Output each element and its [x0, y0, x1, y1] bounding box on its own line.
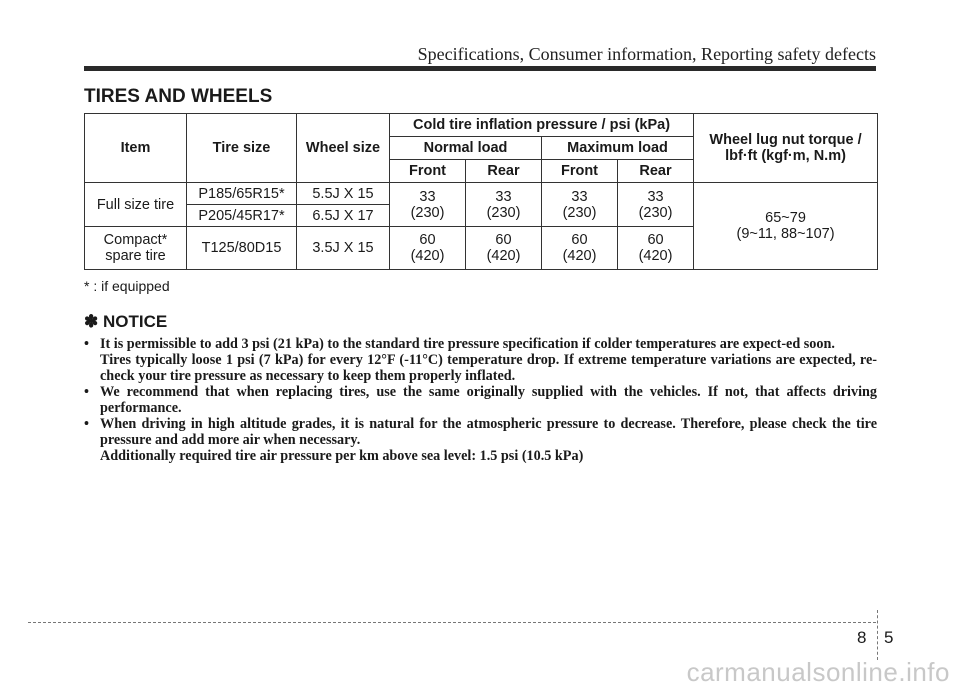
torque-line2: (9~11, 88~107) [736, 226, 835, 242]
pressure-kpa: (230) [562, 204, 597, 221]
page-number-divider [877, 610, 878, 660]
torque-value-cell [694, 183, 878, 270]
row-label-compact [85, 227, 187, 270]
notice-paragraph: We recommend that when replacing tires, use the same originally supplied with the vehicles. If not, that affects driving performance. [100, 384, 877, 416]
pressure-kpa: (420) [410, 248, 445, 264]
header-front: Front [542, 160, 618, 183]
pressure-kpa: (420) [486, 248, 521, 264]
pressure-kpa: (420) [562, 248, 597, 264]
header-torque-line1: Wheel lug nut torque / [709, 132, 862, 148]
header-normal-load: Normal load [390, 137, 542, 160]
pressure-kpa: (230) [410, 204, 445, 221]
page-header-title: Specifications, Consumer information, Reporting safety defects [417, 44, 876, 64]
pressure-cell [542, 227, 618, 270]
header-torque [694, 114, 878, 183]
header-item: Item [85, 114, 187, 183]
footer-divider [28, 622, 876, 623]
header-maximum-load: Maximum load [542, 137, 694, 160]
pressure-kpa: (230) [486, 204, 521, 221]
pressure-psi: 33 [571, 188, 588, 205]
compact-label-line2: spare tire [105, 248, 166, 264]
page-number: 5 [884, 628, 894, 647]
row-label-full-size: Full size tire [85, 183, 187, 227]
pressure-cell [390, 227, 466, 270]
tire-size-cell: T125/80D15 [187, 227, 297, 270]
wheel-size-cell: 6.5J X 17 [297, 205, 390, 227]
header-front: Front [390, 160, 466, 183]
pressure-psi: 33 [647, 188, 664, 205]
wheel-size-cell: 3.5J X 15 [297, 227, 390, 270]
compact-label-line1: Compact* [103, 232, 168, 248]
notice-paragraph: Tires typically loose 1 psi (7 kPa) for every 12°F (-11°C) temperature drop. If extreme temperature variations are expected, re-check your tire pressure as necessary to keep them properly inflated. [100, 352, 877, 384]
pressure-cell [390, 183, 466, 227]
pressure-psi: 60 [419, 232, 436, 248]
notice-item [84, 336, 877, 384]
header-rear: Rear [466, 160, 542, 183]
pressure-cell [618, 183, 694, 227]
table-header-row [85, 114, 878, 137]
header-cold-pressure: Cold tire inflation pressure / psi (kPa) [390, 114, 694, 137]
header-tire-size: Tire size [187, 114, 297, 183]
tire-size-cell: P205/45R17* [187, 205, 297, 227]
table-row [85, 183, 878, 205]
notice-paragraph: When driving in high altitude grades, it is natural for the atmospheric pressure to decrease. Therefore, please check the tire pressure and add more air when necessary. [100, 416, 877, 448]
section-title: TIRES AND WHEELS [84, 86, 273, 107]
pressure-cell [466, 227, 542, 270]
pressure-psi: 60 [647, 232, 664, 248]
notice-paragraph: It is permissible to add 3 psi (21 kPa) to the standard tire pressure specification if colder temperatures are expect-ed soon. [100, 336, 835, 352]
header-wheel-size: Wheel size [297, 114, 390, 183]
pressure-kpa: (420) [638, 248, 673, 264]
table-footnote: * : if equipped [84, 278, 170, 294]
notice-item [84, 416, 877, 464]
pressure-psi: 60 [495, 232, 512, 248]
pressure-cell [618, 227, 694, 270]
bullet-icon: • [84, 416, 89, 432]
pressure-kpa: (230) [638, 204, 673, 221]
bullet-icon: • [84, 384, 89, 400]
pressure-cell [542, 183, 618, 227]
notice-item [84, 384, 877, 416]
pressure-cell [466, 183, 542, 227]
watermark: carmanualsonline.info [686, 657, 950, 687]
pressure-psi: 60 [571, 232, 588, 248]
pressure-psi: 33 [495, 188, 512, 205]
notice-title: ✽ NOTICE [84, 312, 168, 331]
header-rule [84, 66, 876, 71]
notice-paragraph: Additionally required tire air pressure per km above sea level: 1.5 psi (10.5 kPa) [100, 448, 584, 464]
notice-list [84, 336, 877, 464]
header-torque-line2: lbf·ft (kgf·m, N.m) [725, 148, 846, 164]
header-rear: Rear [618, 160, 694, 183]
torque-line1: 65~79 [765, 210, 806, 226]
tires-wheels-table [84, 113, 878, 270]
chapter-number: 8 [857, 628, 867, 647]
pressure-psi: 33 [419, 188, 436, 205]
wheel-size-cell: 5.5J X 15 [297, 183, 390, 205]
bullet-icon: • [84, 336, 89, 352]
tire-size-cell: P185/65R15* [187, 183, 297, 205]
